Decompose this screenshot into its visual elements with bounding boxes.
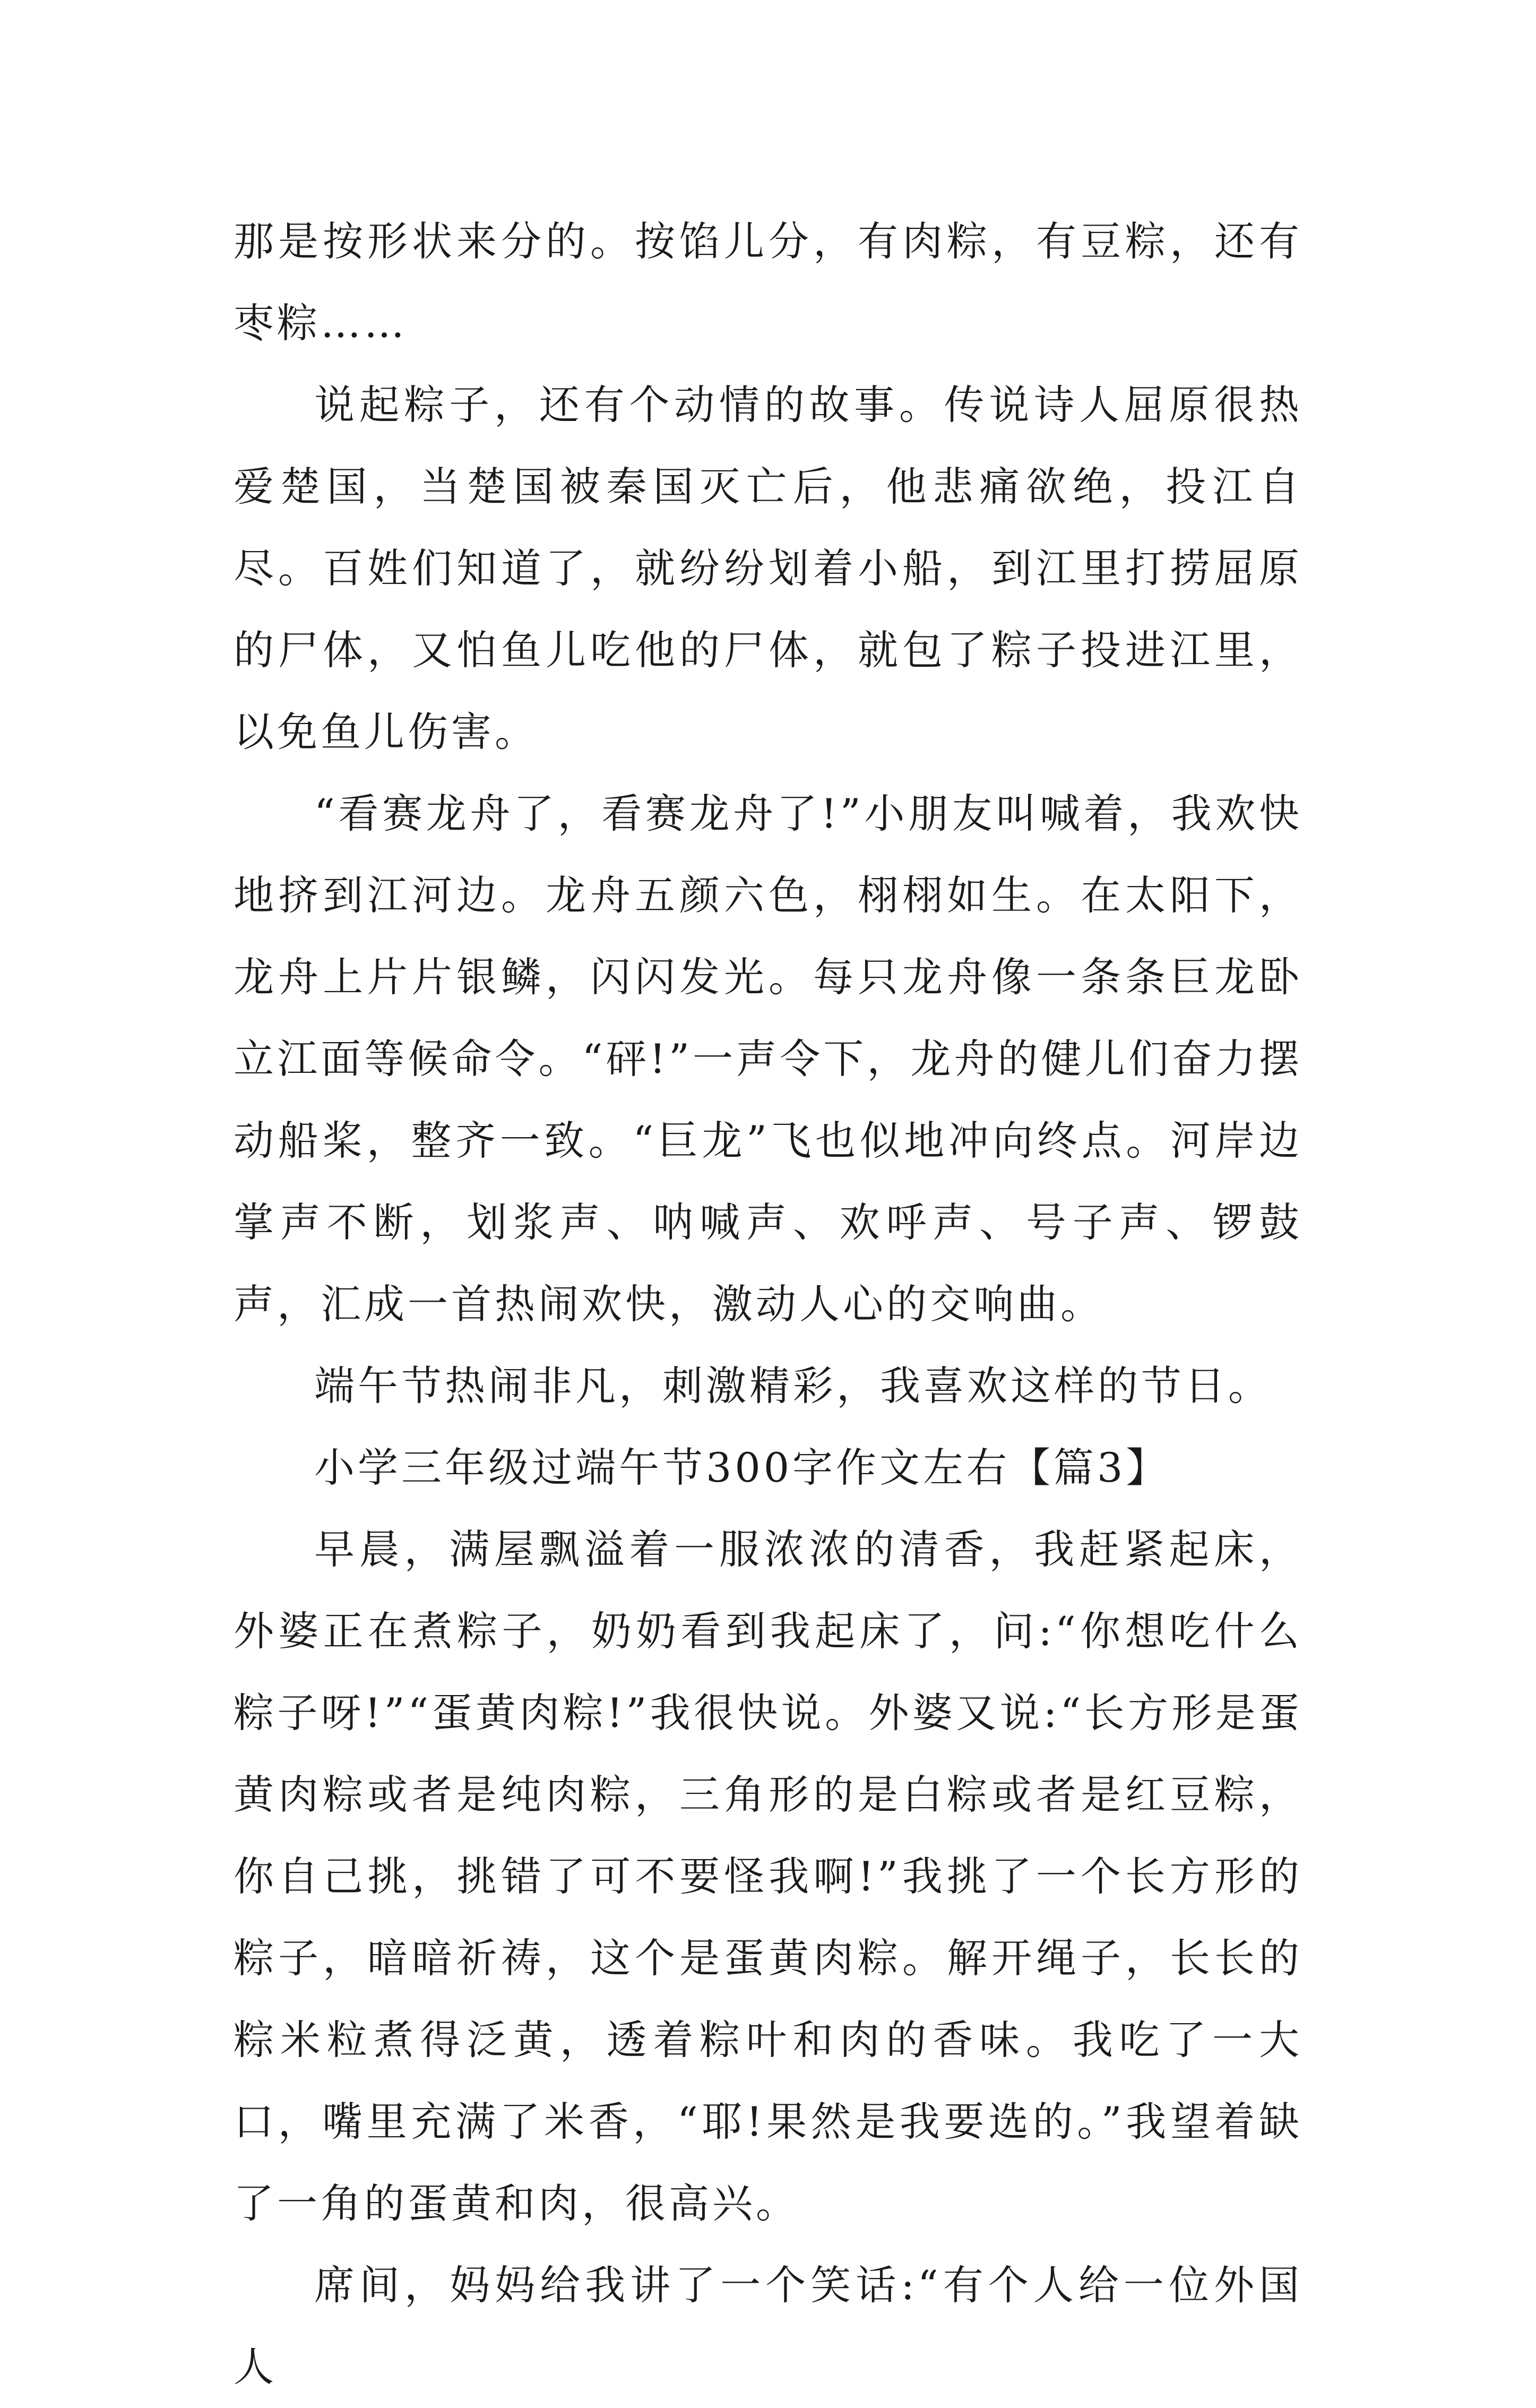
paragraph-joke-start: 席间，妈妈给我讲了一个笑话:“有个人给一位外国人 xyxy=(234,2261,1302,2390)
document-body xyxy=(234,201,1302,2408)
paragraph-morning-zongzi: 早晨，满屋飘溢着一服浓浓的清香，我赶紧起床，外婆正在煮粽子，奶奶看到我起床了，问:“你想吃什么粽子呀!”“蛋黄肉粽!”我很快说。外婆又说:“长方形是蛋黄肉粽或者是纯肉粽，三角形的是白粽或者是红豆粽，你自己挑，挑错了可不要怪我啊!”我挑了一个长方形的粽子，暗暗祈祷，这个是蛋黄肉粽。解开绳子，长长的粽米粒煮得泛黄，透着粽叶和肉的香味。我吃了一大口，嘴里充满了米香，“耶!果然是我要选的。”我望着缺了一角的蛋黄和肉，很高兴。 xyxy=(234,1526,1302,2227)
paragraph-conclusion: 端午节热闹非凡，刺激精彩，我喜欢这样的节日。 xyxy=(314,1362,1272,1409)
paragraph-quyuan-story: 说起粽子，还有个动情的故事。传说诗人屈原很热爱楚国，当楚国被秦国灭亡后，他悲痛欲绝，投江自尽。百姓们知道了，就纷纷划着小船，到江里打捞屈原的尸体，又怕鱼儿吃他的尸体，就包了粽子投进江里，以免鱼儿伤害。 xyxy=(234,381,1302,755)
paragraph-dragon-boat-race: “看赛龙舟了，看赛龙舟了!”小朋友叫喊着，我欢快地挤到江河边。龙舟五颜六色，栩栩如生。在太阳下，龙舟上片片银鳞，闪闪发光。每只龙舟像一条条巨龙卧立江面等候命令。“砰!”一声令下，龙舟的健儿们奋力摆动船桨，整齐一致。“巨龙”飞也似地冲向终点。河岸边掌声不断，划浆声、呐喊声、欢呼声、号子声、锣鼓声，汇成一首热闹欢快，激动人心的交响曲。 xyxy=(234,790,1302,1328)
paragraph-zongzi-fillings: 那是按形状来分的。按馅儿分，有肉粽，有豆粽，还有枣粽…… xyxy=(234,218,1302,347)
essay-heading: 小学三年级过端午节300字作文左右【篇3】 xyxy=(314,1444,1170,1491)
